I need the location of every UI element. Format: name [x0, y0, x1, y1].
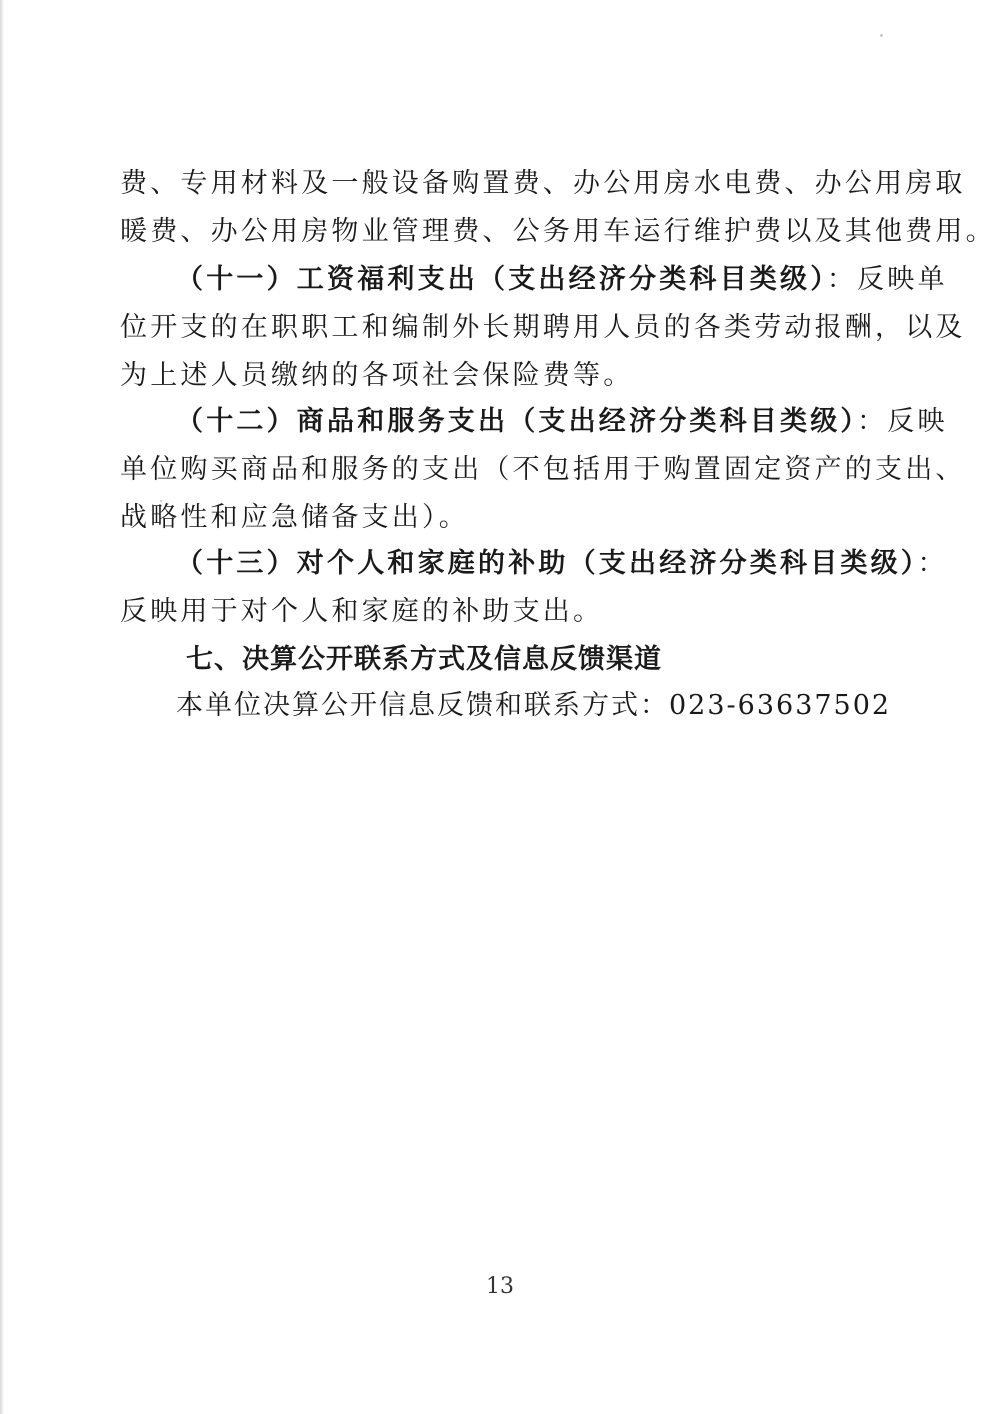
item-11-line-2: 位开支的在职职工和编制外长期聘用人员的各类劳动报酬，以及 [120, 312, 966, 343]
section-7-heading: 七、决算公开联系方式及信息反馈渠道 [186, 644, 662, 675]
item-12-rest: ：反映 [857, 406, 948, 437]
item-11-title: （十一）工资福利支出（支出经济分类科目类级） [176, 264, 827, 295]
item-11-rest: ：反映单 [826, 264, 948, 295]
item-13-rest: ： [917, 548, 948, 579]
item-12-line-2: 单位购买商品和服务的支出（不包括用于购置固定资产的支出、 [120, 454, 966, 485]
scan-edge [0, 0, 4, 1414]
scan-speck [880, 34, 883, 37]
item-11-line-1 [176, 262, 948, 298]
body-line-2: 暖费、办公用房物业管理费、公务用车运行维护费以及其他费用。 [120, 216, 996, 247]
item-12-title: （十二）商品和服务支出（支出经济分类科目类级） [176, 406, 858, 437]
item-13-line-2: 反映用于对个人和家庭的补助支出。 [120, 596, 604, 627]
item-13-title: （十三）对个人和家庭的补助（支出经济分类科目类级） [176, 548, 918, 579]
page-number: 13 [486, 1274, 514, 1299]
body-line-1: 费、专用材料及一般设备购置费、办公用房水电费、办公用房取 [120, 168, 966, 199]
scan-speck [160, 500, 162, 502]
section-7-contact: 本单位决算公开信息反馈和联系方式：023-63637502 [176, 690, 892, 721]
item-12-line-3: 战略性和应急储备支出）。 [120, 502, 469, 533]
item-13-line-1 [176, 546, 948, 582]
item-12-line-1 [176, 404, 948, 440]
item-11-line-3: 为上述人员缴纳的各项社会保险费等。 [120, 360, 634, 391]
